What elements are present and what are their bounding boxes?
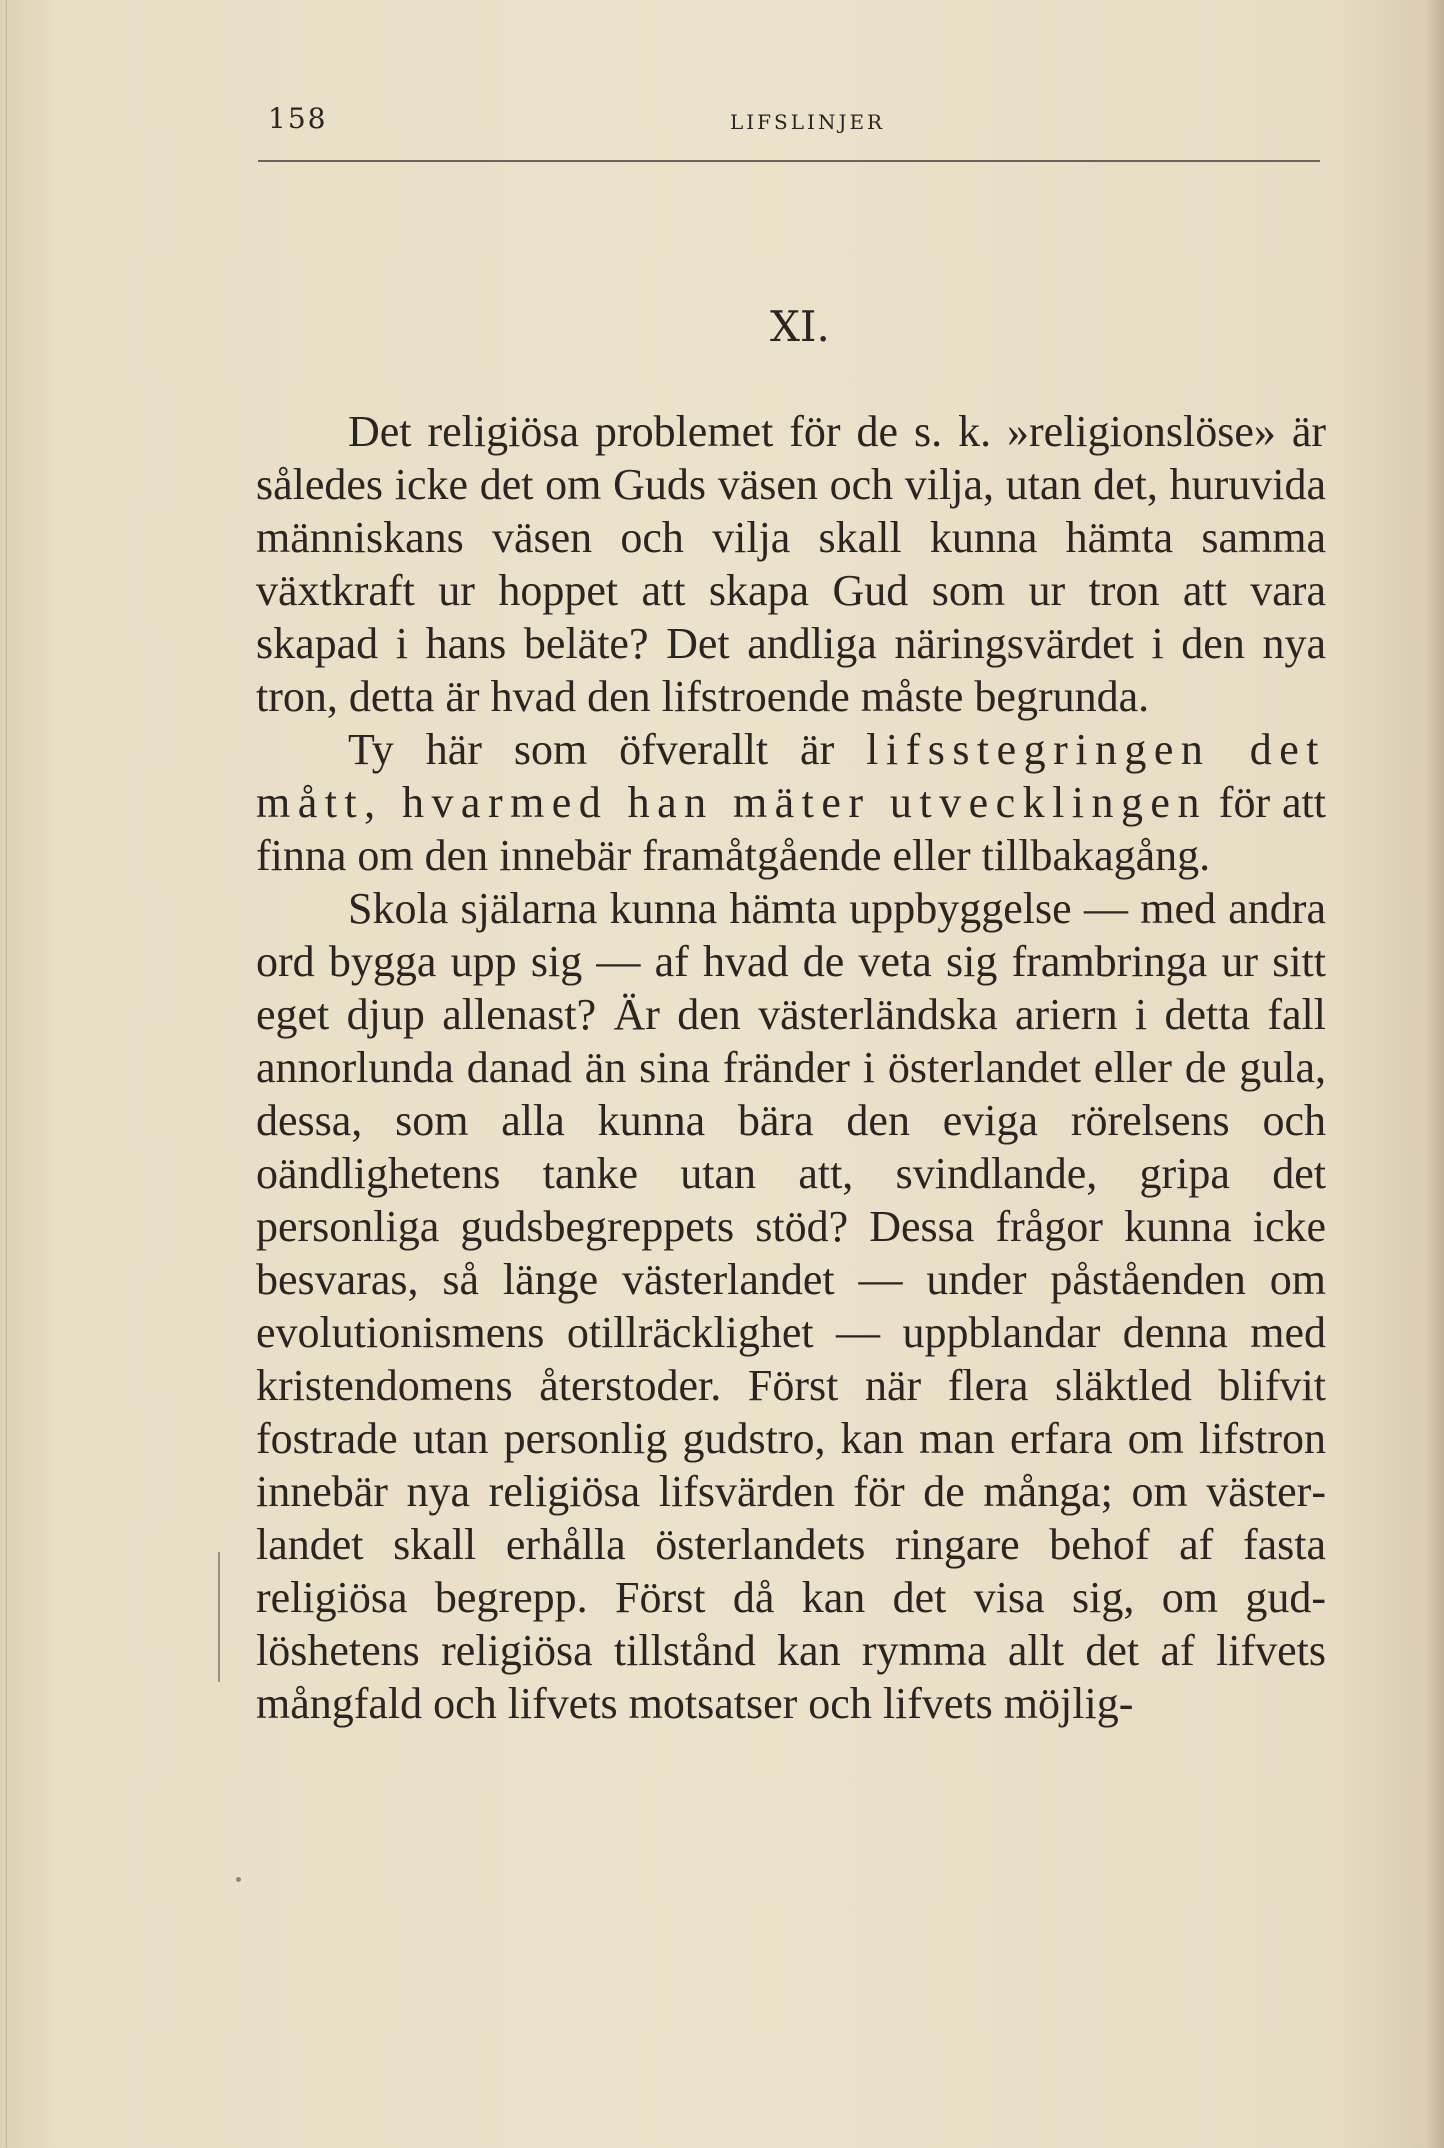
paragraph-2-emphasis: lifsstegringen det mått, hvarmed han mäter utvecklingen	[256, 725, 1326, 827]
margin-dot-mark	[236, 1877, 241, 1882]
page-edge-line	[6, 0, 7, 2148]
chapter-number: XI.	[770, 302, 830, 351]
paragraph-2-text-end: för att finna om den innebär framåtgående eller tillbakagång.	[256, 778, 1326, 880]
running-title: LIFSLINJER	[730, 110, 886, 134]
paragraph-2-text-start: Ty här som öfverallt är	[348, 725, 867, 774]
paragraph-1: Det religiösa problemet för de s. k. »religionslöse» är således icke det om Guds väsen och vilja, utan det, huruvida människans väsen och vilja skall kunna hämta samma växtkraft ur hoppet att skapa Gud som ur tron att vara skapad i hans beläte? Det andliga näringsvärdet i den nya tron, detta är hvad den lifstroende måste begrunda.	[256, 407, 1326, 721]
margin-pencil-mark	[218, 1552, 220, 1682]
page-edge-shadow	[1426, 0, 1444, 2148]
header-rule	[258, 160, 1320, 162]
paragraph-3: Skola själarna kunna hämta uppbyggelse — med andra ord bygga upp sig — af hvad de veta sig frambringa ur sitt eget djup allenast? Är den västerländska ariern i detta fall annorlunda danad än sina fränder i österlandet eller de gula, dessa, som alla kunna bära den eviga rörelsens och oändlighetens tanke utan att, svindlande, gripa det personliga gudsbegreppets stöd? Dessa frågor kunna icke besvaras, så länge västerlandet — under påståenden om evolutionismens otillräcklighet — uppblandar denna med kristendomens återstoder. Först när flera släktled blifvit fostrade utan personlig gudstro, kan man erfara om lifstron innebär nya religiösa lifsvärden för de många; om västerlandet skall erhålla österlandets ringare behof af fasta religiösa begrepp. Först då kan det visa sig, om gudlöshetens religiösa tillstånd kan rymma allt det af lifvets mångfald och lifvets motsatser och lifvets möjlig-	[256, 884, 1326, 1728]
body-text	[256, 405, 1326, 1730]
page-number: 158	[268, 102, 328, 135]
page-header	[258, 100, 1318, 140]
paragraph-2	[256, 723, 1326, 882]
